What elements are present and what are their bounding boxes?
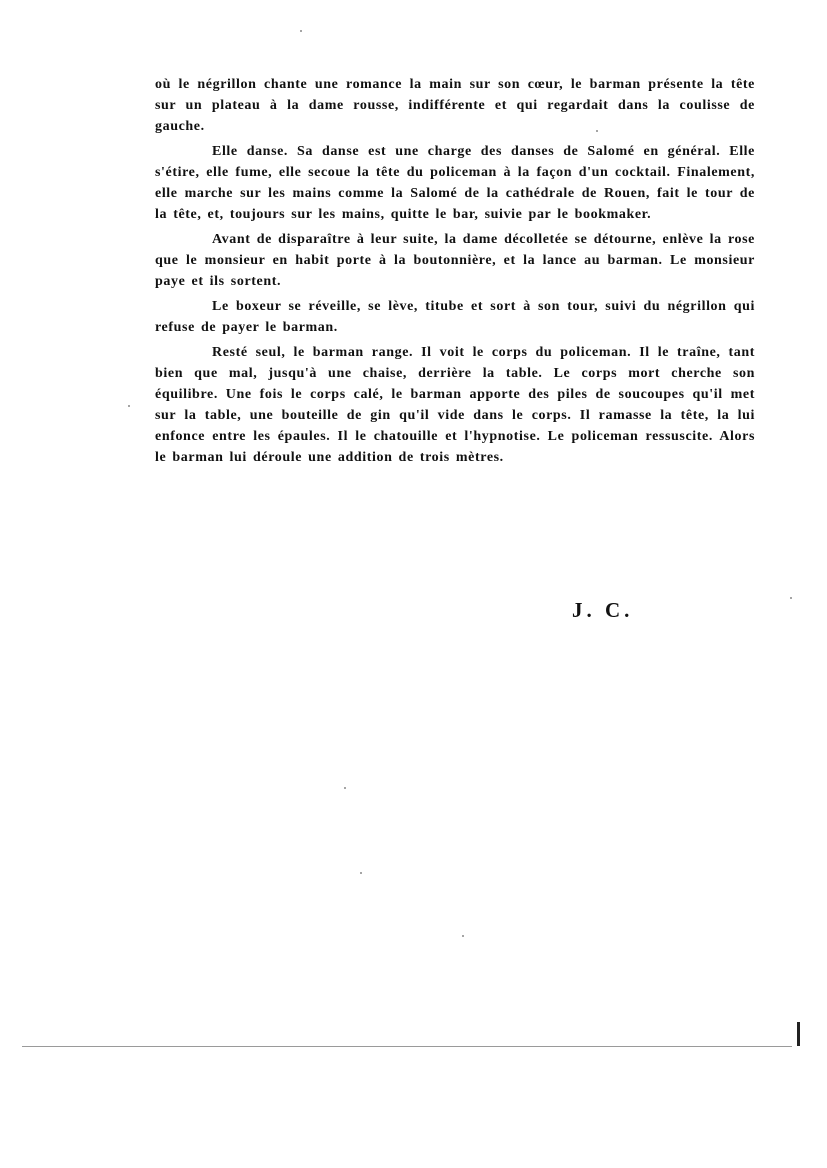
scan-speck bbox=[790, 597, 792, 599]
paragraph-5: Resté seul, le barman range. Il voit le corps du policeman. Il le traîne, tant bien que mal, jusqu'à une chaise, derrière la table. Le corps mort cherche son équilibre. Une fois le corps calé, le barman apporte des piles de soucoupes qu'il met sur la table, une bouteille de gin qu'il vide dans le corps. Il ramasse la tête, la lui enfonce entre les épaules. Il le chatouille et l'hypnotise. Le policeman ressuscite. Alors le barman lui déroule une addition de trois mètres. bbox=[155, 345, 755, 465]
paragraph-3: Avant de disparaître à leur suite, la dame décolletée se détourne, enlève la rose que le monsieur en habit porte à la boutonnière, et la lance au barman. Le monsieur paye et ils sortent. bbox=[155, 232, 755, 289]
body-text bbox=[155, 74, 755, 472]
paragraph-4: Le boxeur se réveille, se lève, titube et sort à son tour, suivi du négrillon qui refuse de payer le barman. bbox=[155, 299, 755, 335]
scan-speck bbox=[128, 405, 130, 407]
scan-speck bbox=[360, 872, 362, 874]
scan-speck bbox=[344, 787, 346, 789]
scan-edge-mark bbox=[797, 1022, 800, 1046]
signature-initials: J. C. bbox=[572, 598, 634, 622]
page-edge-divider bbox=[22, 1046, 792, 1047]
scan-speck bbox=[596, 130, 598, 132]
scan-speck bbox=[300, 30, 302, 32]
paragraph-2: Elle danse. Sa danse est une charge des danses de Salomé en général. Elle s'étire, elle fume, elle secoue la tête du policeman à la façon d'un cocktail. Finalement, elle marche sur les mains comme la Salomé de la cathédrale de Rouen, fait le tour de la tête, et, toujours sur les mains, quitte le bar, suivie par le bookmaker. bbox=[155, 144, 755, 222]
scan-speck bbox=[462, 935, 464, 937]
paragraph-1: où le négrillon chante une romance la main sur son cœur, le barman présente la tête sur un plateau à la dame rousse, indifférente et qui regardait dans la coulisse de gauche. bbox=[155, 77, 755, 134]
